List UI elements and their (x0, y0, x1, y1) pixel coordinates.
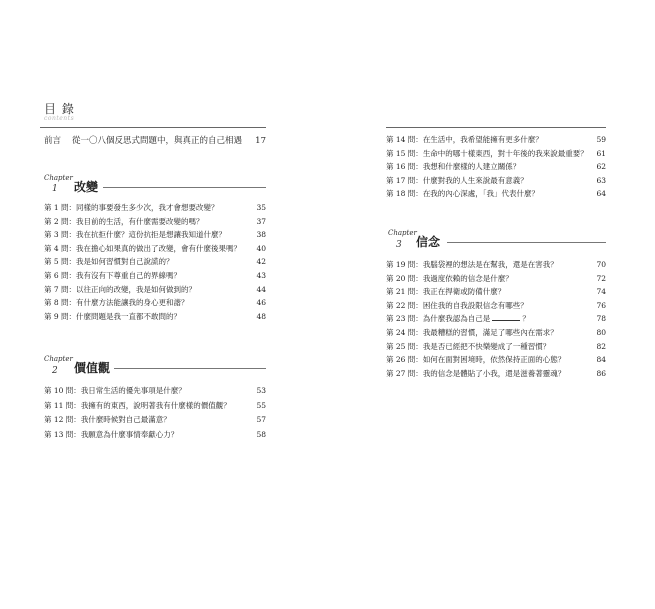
toc-entry (386, 328, 606, 338)
question-text: 我正在捍衛或防備什麼？ (422, 287, 506, 297)
chapter-2-word: Chapter (44, 355, 73, 363)
toc-entry (386, 176, 606, 186)
toc-entry (44, 244, 266, 254)
toc-entry-title (44, 244, 241, 254)
toc-entry (386, 355, 606, 365)
toc-entry-title (386, 162, 520, 172)
toc-entry (386, 342, 606, 352)
question-text: 我目前的生活，有什麼需要改變的嗎？ (76, 216, 204, 226)
question-text: 生命中的哪十樣東西，對十年後的我來說最重要？ (422, 148, 588, 158)
question-text: 我擁有的東西，說明著我有什麼樣的價值觀？ (80, 400, 231, 410)
question-number: 第 11 問： (44, 400, 81, 410)
toc-entry-title (386, 328, 558, 338)
question-text: 在生活中，我希望能擁有更多什麼？ (422, 135, 543, 144)
preface-page: 17 (255, 136, 266, 146)
question-number: 第 6 問： (44, 271, 77, 280)
page-number: 38 (256, 230, 266, 240)
question-number: 第 15 問： (386, 148, 423, 158)
toc-entry (44, 285, 266, 295)
question-text: 我在擔心如果真的做出了改變，會有什麼後果嗎？ (76, 243, 242, 253)
toc-entry-title (44, 401, 231, 411)
question-text: 什麼問題是我一直都不敢問的？ (76, 311, 182, 321)
page-number: 48 (256, 311, 266, 321)
toc-entry (386, 287, 606, 297)
toc-entry-title (386, 176, 528, 186)
right-top-rule (386, 127, 606, 128)
page-number: 74 (596, 287, 606, 297)
question-number: 第 10 問： (44, 386, 81, 395)
question-text: 我過度依賴的信念是什麼？ (422, 273, 513, 283)
question-text: 什麼對我的人生來說最有意義？ (422, 175, 528, 185)
page-number: 44 (256, 284, 266, 294)
question-text: 為什麼我認為自己是 (422, 314, 491, 324)
question-number: 第 18 問： (386, 189, 423, 199)
chapter-1-rule (103, 187, 266, 188)
page-number: 43 (256, 271, 266, 280)
page-number: 42 (256, 257, 266, 267)
toc-entry-title (386, 149, 588, 159)
question-number: 第 27 問： (386, 368, 423, 378)
question-number: 第 3 問： (44, 230, 77, 240)
toc-entry-title (386, 369, 565, 379)
toc-entry-title (386, 355, 565, 365)
toc-entry (386, 162, 606, 172)
question-number: 第 4 問： (44, 243, 77, 253)
toc-entry-title (386, 189, 539, 199)
toc-entry (44, 386, 266, 396)
question-number: 第 21 問： (386, 287, 423, 297)
toc-entry (44, 257, 266, 267)
toc-entry-title (44, 298, 189, 308)
question-number: 第 12 問： (44, 415, 81, 424)
toc-entry-title (386, 135, 543, 145)
question-number: 第 26 問： (386, 355, 423, 365)
toc-entry-title (386, 260, 558, 270)
question-text: 同樣的事要發生多少次，我才會想要改變？ (76, 203, 219, 212)
toc-entry (386, 314, 606, 324)
question-number: 第 17 問： (386, 175, 423, 185)
chapter-2-rule (114, 368, 266, 369)
page-number: 64 (596, 189, 606, 199)
question-number: 第 25 問： (386, 341, 423, 351)
toc-entry (44, 401, 266, 411)
page-number: 72 (596, 273, 606, 283)
question-text: 困住我的自我設限信念有哪些？ (422, 300, 528, 310)
toc-entry-title (44, 430, 178, 440)
page-number: 61 (596, 148, 606, 158)
toc-entry-title (44, 415, 171, 425)
question-text: 我什麼時候對自己最滿意？ (80, 415, 171, 424)
toc-entry (386, 260, 606, 270)
question-text-end: ？ (522, 314, 530, 324)
page-number: 46 (256, 298, 266, 308)
page-number: 40 (256, 243, 266, 253)
question-number: 第 22 問： (386, 300, 423, 310)
toc-entry-title (44, 230, 226, 240)
toc-entry (386, 149, 606, 159)
toc-entry (44, 298, 266, 308)
toc-entry-title (44, 285, 196, 295)
question-text: 如何在面對困境時，依然保持正面的心態？ (422, 355, 566, 365)
toc-entry-title (386, 301, 528, 311)
question-text: 我是如何習慣對自己說謊的？ (76, 257, 174, 267)
page-number: 70 (596, 260, 606, 269)
question-number: 第 23 問： (386, 314, 423, 324)
toc-entry-title (44, 257, 174, 267)
toc-entry-title (386, 274, 513, 284)
question-text: 我最糟糕的習慣，滿足了哪些內在需求？ (422, 328, 558, 337)
toc-entry (44, 230, 266, 240)
page-number: 63 (596, 175, 606, 185)
question-number: 第 16 問： (386, 162, 423, 172)
question-text: 在我的內心深處，「我」代表什麼？ (422, 189, 540, 199)
question-text: 有什麼方法能讓我的身心更和諧？ (76, 298, 189, 308)
toc-subtitle: contents (44, 115, 75, 122)
toc-entry-title (44, 386, 186, 396)
page-number: 37 (256, 216, 266, 226)
question-number: 第 5 問： (44, 257, 77, 267)
chapter-2-title: 價值觀 (74, 361, 111, 375)
toc-title: 目 錄 (44, 102, 75, 116)
toc-entry-title (386, 314, 530, 324)
page-number: 62 (596, 162, 606, 172)
page-number: 82 (596, 341, 606, 351)
page-number: 59 (596, 135, 606, 144)
toc-entry-title (44, 312, 181, 322)
question-text: 我腦袋裡的想法是在幫我，還是在害我？ (422, 260, 558, 269)
question-number: 第 20 問： (386, 273, 423, 283)
chapter-3-rule (447, 242, 606, 243)
question-text: 我日常生活的優先事項是什麼？ (80, 386, 186, 395)
toc-entry (44, 203, 266, 213)
chapter-3-number: 3 (396, 240, 402, 250)
question-text: 我有沒有下尊重自己的界線嗎？ (76, 271, 182, 280)
fill-in-blank (492, 314, 520, 321)
chapter-1-word: Chapter (44, 174, 73, 182)
chapter-1-title: 改變 (74, 180, 99, 194)
header-rule (40, 127, 266, 128)
question-text: 以往正向的改變，我是如何做到的？ (76, 284, 197, 294)
question-text: 我願意為什麼事情奉獻心力？ (80, 429, 179, 439)
toc-entry (44, 217, 266, 227)
question-text: 我想和什麼樣的人建立關係？ (422, 162, 521, 172)
chapter-2-number: 2 (52, 366, 58, 376)
question-number: 第 24 問： (386, 328, 423, 337)
page-number: 80 (596, 328, 606, 337)
page-number: 55 (256, 400, 266, 410)
page-number: 58 (256, 429, 266, 439)
toc-entry (386, 274, 606, 284)
toc-entry-title (386, 287, 505, 297)
toc-entry (386, 189, 606, 199)
question-number: 第 1 問： (44, 203, 77, 212)
chapter-3-word: Chapter (388, 229, 417, 237)
question-number: 第 19 問： (386, 260, 423, 269)
toc-entry (44, 415, 266, 425)
toc-entry-title (44, 203, 219, 213)
toc-entry (44, 271, 266, 281)
toc-entry (386, 135, 606, 145)
page-number: 53 (256, 386, 266, 395)
toc-entry-title (44, 217, 204, 227)
toc-entry (44, 312, 266, 322)
preface-label: 前言 (44, 136, 62, 146)
question-number: 第 14 問： (386, 135, 423, 144)
toc-entry-title (386, 342, 550, 352)
toc-entry (44, 430, 266, 440)
page-number: 57 (256, 415, 266, 424)
preface-entry (44, 136, 266, 148)
preface-title: 從一〇八個反思式問題中，與真正的自己相遇 (72, 136, 243, 146)
question-text: 我的信念是體貼了小我，還是滋養著靈魂？ (422, 368, 566, 378)
question-number: 第 8 問： (44, 298, 77, 308)
page-number: 35 (256, 203, 266, 212)
toc-entry (386, 301, 606, 311)
chapter-3-title: 信念 (416, 235, 441, 249)
question-number: 第 2 問： (44, 216, 77, 226)
chapter-1-number: 1 (52, 184, 58, 194)
page-number: 84 (596, 355, 606, 365)
page-number: 78 (596, 314, 606, 324)
question-number: 第 9 問： (44, 311, 77, 321)
toc-entry (386, 369, 606, 379)
question-number: 第 7 問： (44, 284, 77, 294)
page-number: 86 (596, 368, 606, 378)
question-text: 我在抗拒什麼？這份抗拒是想讓我知道什麼？ (76, 230, 227, 240)
question-number: 第 13 問： (44, 429, 81, 439)
page-number: 76 (596, 300, 606, 310)
toc-entry-title (44, 271, 181, 281)
question-text: 我是否已經把不快樂變成了一種習慣？ (422, 341, 551, 351)
